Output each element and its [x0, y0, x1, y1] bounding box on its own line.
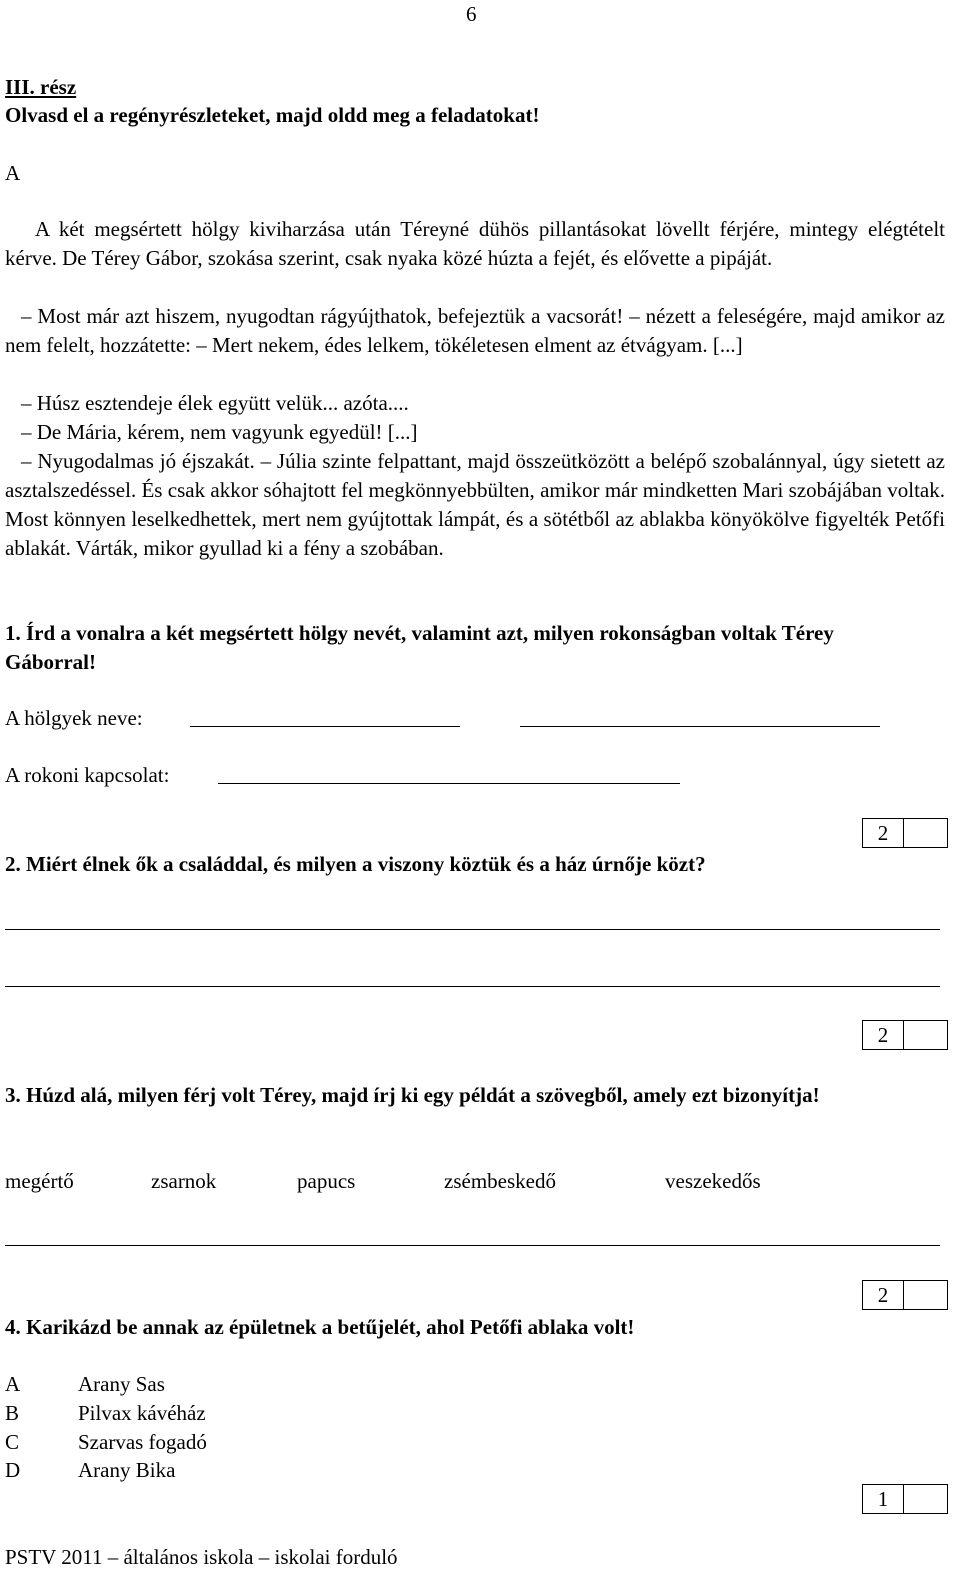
answer-line-q3[interactable]: [5, 1245, 940, 1246]
score-blank-cell[interactable]: [904, 1281, 947, 1309]
answer-line-q2-2[interactable]: [5, 986, 940, 987]
option-letter[interactable]: A: [5, 1372, 21, 1396]
score-points: 1: [863, 1485, 904, 1513]
option-b[interactable]: [5, 1399, 206, 1428]
question-1: 1. Írd a vonalra a két megsértett hölgy nevét, valamint azt, milyen rokonságban voltak Térey Gáborral!: [5, 621, 834, 674]
question-3: 3. Húzd alá, milyen férj volt Térey, majd írj ki egy példát a szövegből, amely ezt bizonyítja!: [5, 1083, 820, 1107]
option-letter[interactable]: D: [5, 1458, 21, 1482]
question-4: 4. Karikázd be annak az épületnek a betűjelét, ahol Petőfi ablaka volt!: [5, 1315, 635, 1339]
passage-paragraph-4: – De Mária, kérem, nem vagyunk egyedül! [...]: [21, 420, 418, 444]
score-points: 2: [863, 819, 904, 847]
score-box-q2: [862, 1020, 948, 1050]
score-box-q3: [862, 1280, 948, 1310]
score-box-q1: [862, 818, 948, 848]
option-text: Szarvas fogadó: [78, 1430, 207, 1454]
word-option-3[interactable]: papucs: [297, 1169, 356, 1193]
part-heading: III. rész: [5, 75, 77, 99]
score-points: 2: [863, 1281, 904, 1309]
score-blank-cell[interactable]: [904, 1485, 947, 1513]
passage-paragraph-5: – Nyugodalmas jó éjszakát. – Júlia szinte felpattant, majd összeütközött a belépő szobalánnyal, úgy sietett az asztalszedéssel. És csak akkor sóhajtott fel megkönnyebbülten, amikor már mindketten Mari szobájában voltak. Most könnyen leselkedhettek, mert nem gyújtottak lámpát, és a sötétből az ablakba könyökölve figyelték Petőfi ablakát. Várták, mikor gyullad ki a fény a szobában.: [5, 449, 945, 560]
answer-line-q2-1[interactable]: [5, 929, 940, 930]
word-option-5[interactable]: veszekedős: [665, 1169, 761, 1193]
option-letter[interactable]: C: [5, 1430, 20, 1454]
name-answer-line-2[interactable]: [520, 726, 880, 727]
relation-answer-line[interactable]: [218, 783, 680, 784]
passage-paragraph-3: – Húsz esztendeje élek együtt velük... azóta....: [21, 391, 409, 415]
word-option-4[interactable]: zsémbeskedő: [444, 1169, 556, 1193]
relation-label: A rokoni kapcsolat:: [5, 763, 170, 787]
score-blank-cell[interactable]: [904, 1021, 947, 1049]
option-a[interactable]: [5, 1370, 165, 1399]
score-blank-cell[interactable]: [904, 819, 947, 847]
page-number: 6: [466, 2, 477, 26]
question-2: 2. Miért élnek ők a családdal, és milyen a viszony köztük és a ház úrnője közt?: [5, 852, 706, 876]
option-c[interactable]: [5, 1428, 207, 1457]
name-answer-line-1[interactable]: [190, 726, 460, 727]
section-label: A: [5, 161, 21, 185]
option-text: Pilvax kávéház: [78, 1401, 206, 1425]
option-d[interactable]: [5, 1456, 175, 1485]
option-letter[interactable]: B: [5, 1401, 20, 1425]
word-option-2[interactable]: zsarnok: [151, 1169, 217, 1193]
option-text: Arany Bika: [78, 1458, 176, 1482]
instruction: Olvasd el a regényrészleteket, majd oldd meg a feladatokat!: [5, 103, 540, 127]
score-box-q4: [862, 1484, 948, 1514]
footer: PSTV 2011 – általános iskola – iskolai forduló: [5, 1545, 398, 1569]
option-text: Arany Sas: [78, 1372, 165, 1396]
passage-paragraph-1: A két megsértett hölgy kiviharzása után Téreyné dühös pillantásokat lövellt férjére, mintegy elégtételt kérve. De Térey Gábor, szokása szerint, csak nyaka közé húzta a fejét, és elővette a pipáját.: [5, 217, 945, 270]
score-points: 2: [863, 1021, 904, 1049]
word-option-1[interactable]: megértő: [5, 1169, 74, 1193]
names-label: A hölgyek neve:: [5, 706, 143, 730]
passage-paragraph-2: – Most már azt hiszem, nyugodtan rágyújthatok, befejeztük a vacsorát! – nézett a feleségére, majd amikor az nem felelt, hozzátette: – Mert nekem, édes lelkem, tökéletesen elment az étvágyam. [...]: [5, 304, 945, 357]
